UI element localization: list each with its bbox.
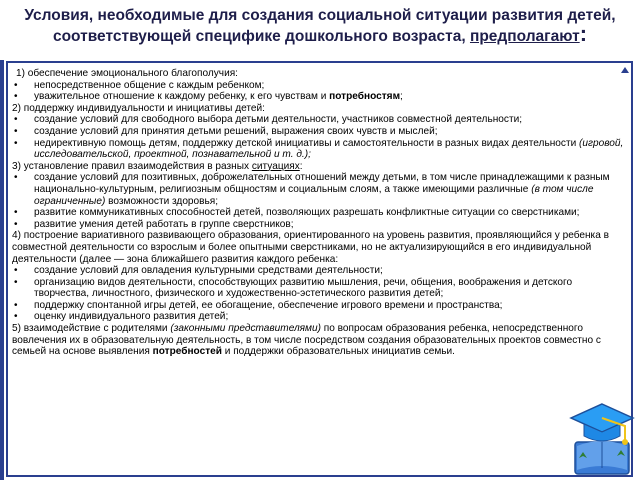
title-colon: : — [579, 21, 588, 46]
graduation-cap-icon — [569, 396, 635, 476]
left-accent-bar — [0, 60, 4, 480]
section-2-bullet-3: • недирективную помощь детям, поддержку детской инициативы и самостоятельности в разных видах деятельности (игровой, исследовательской, проектной, познавательной и т. д.); — [12, 138, 625, 161]
section-3-bullet-1: • создание условий для позитивных, доброжелательных отношений между детьми, в том числе принадлежащими к разным национально-культурным, религиозным общностям и социальным слоям, а также имеющими различные (в том числе ограниченные) возможности здоровья; — [12, 172, 625, 207]
section-5-paragraph: 5) взаимодействие с родителями (законными представителями) по вопросам образования ребенка, непосредственного вовлечения их в образовательную деятельность, в том числе посредством создания образовательных проектов совместно с семьей на основе выявления потребностей и поддержки образовательных инициатив семьи. — [12, 323, 601, 358]
section-1-heading: 1) обеспечение эмоционального благополучия: — [16, 68, 238, 79]
title-line-2 — [0, 21, 640, 47]
section-4-bullet-4: • оценку индивидуального развития детей; — [12, 311, 625, 323]
content-body — [8, 63, 631, 358]
title-underlined-word: предполагают — [469, 28, 580, 45]
section-4-bullet-2: • организацию видов деятельности, способствующих развитию мышления, речи, общения, воображения и детского творчества, личностного, физического и художественно-эстетического развития детей; — [12, 277, 625, 300]
section-1-bullet-2: • уважительное отношение к каждому ребенку, к его чувствам и потребностям; — [12, 91, 625, 103]
section-4-bullet-3: • поддержку спонтанной игры детей, ее обогащение, обеспечение игрового времени и пространства; — [12, 300, 625, 312]
section-2-bullet-1: • создание условий для свободного выбора детьми деятельности, участников совместной деятельности; — [12, 114, 625, 126]
section-4-heading: 4) построение вариативного развивающего образования, ориентированного на уровень развития, проявляющийся у ребенка в совместной деятельности со взрослым и более опытными сверстниками, но не актуализирующийся в его индивидуальной деятельности (далее — зона ближайшего развития каждого ребенка: — [12, 230, 609, 265]
section-4-bullet-1: • создание условий для овладения культурными средствами деятельности; — [12, 265, 625, 277]
section-1-bullet-1: • непосредственное общение с каждым ребенком; — [12, 80, 625, 92]
title-line-2-main: соответствующей специфике дошкольного возраста, — [52, 28, 470, 45]
content-frame — [6, 61, 633, 477]
title-line-1: Условия, необходимые для создания социальной ситуации развития детей, — [24, 7, 616, 24]
section-2-heading: 2) поддержку индивидуальности и инициативы детей: — [12, 102, 265, 114]
slide-title — [0, 6, 640, 47]
section-3-heading: 3) установление правил взаимодействия в разных ситуациях: — [12, 160, 303, 172]
section-2-bullet-2: • создание условий для принятия детьми решений, выражения своих чувств и мыслей; — [12, 126, 625, 138]
section-3-bullet-3: • развитие умения детей работать в группе сверстников; — [12, 219, 625, 231]
section-3-bullet-2: • развитие коммуникативных способностей детей, позволяющих разрешать конфликтные ситуации со сверстниками; — [12, 207, 625, 219]
